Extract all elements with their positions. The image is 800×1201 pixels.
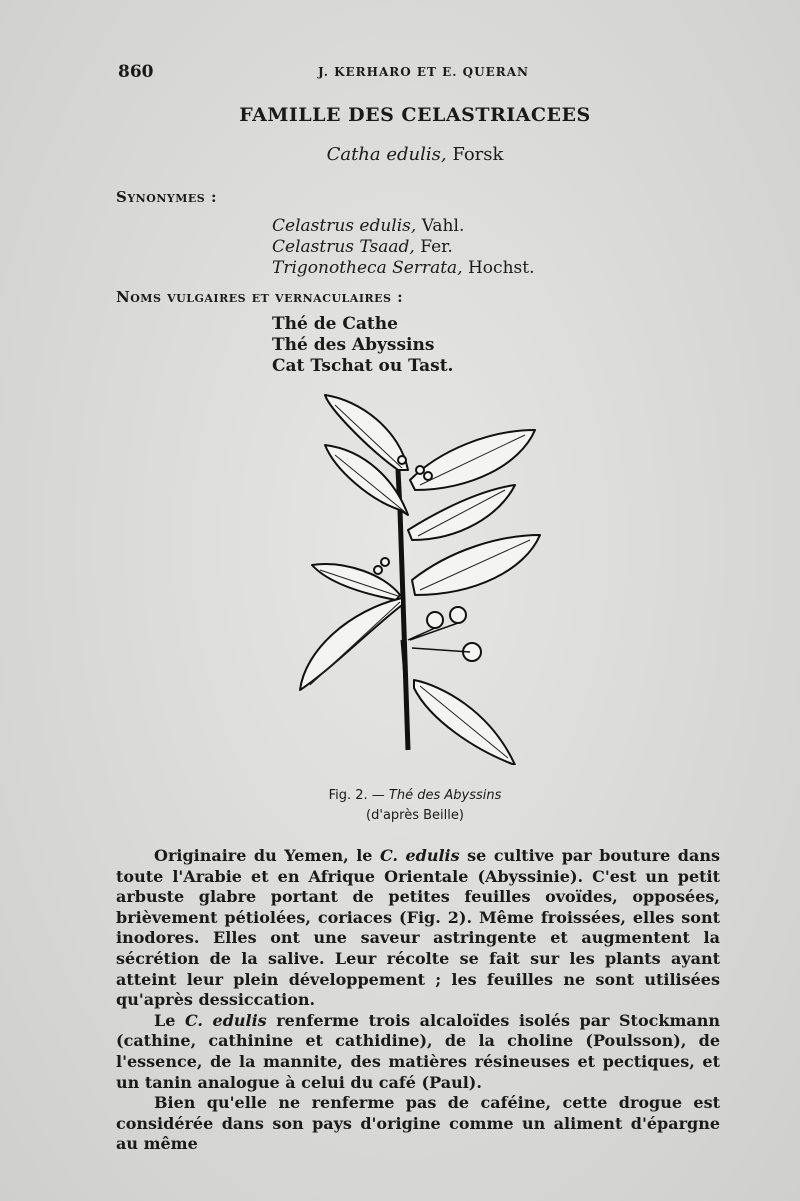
caption-line-1 [0,786,800,806]
plant-illustration [290,390,550,765]
synonym-item: Celastrus Tsaad, Fer. [272,237,453,257]
caption-source: (d'après Beille) [366,808,464,823]
synonyms-label: Synonymes : [116,188,217,206]
page-number: 860 [118,62,154,82]
paragraph-1: Originaire du Yemen, le C. edulis se cultive par bouture dans toute l'Arabie et en Afrique Orientale (Abyssinie). C'est un petit arbuste glabre portant de petites feuilles ovoïdes, opposées, brièvement pétiolées, coriaces (Fig. 2). Même froissées, elles sont inodores. Elles ont une saveur astringente et augmentent la sécrétion de la salive. Leur récolte se fait sur les plants ayant atteint leur plein développement ; les feuilles ne sont utilisées qu'après dessiccation. [116,846,721,1010]
caption-title: Thé des Abyssins [388,788,502,803]
common-name-item: Thé des Abyssins [272,335,435,355]
synonyms-list [272,216,534,279]
common-names-list [272,314,453,377]
common-name-item: Thé de Cathe [272,314,398,334]
running-head: J. KERHARO ET E. QUERAN [318,65,529,79]
synonym-item: Celastrus edulis, Vahl. [272,216,465,236]
paragraph-2: Le C. edulis renferme trois alcaloïdes isolés par Stockmann (cathine, cathinine et cathidine), de la choline (Poulsson), de l'essence, de la mannite, des matières résineuses et pectiques, et un tanin analogue à celui du café (Paul). [116,1010,721,1092]
common-names-label: Noms vulgaires et vernaculaires : [116,288,404,306]
caption-prefix: Fig. 2. — [328,788,385,803]
figure-caption [0,786,800,826]
body-text [116,846,720,1155]
synonym-item: Trigonotheca Serrata, Hochst. [272,258,535,278]
family-title: FAMILLE DES CELASTRIACEES [239,104,591,126]
species-heading [0,144,800,165]
species-author: Forsk [452,144,504,165]
common-name-item: Cat Tschat ou Tast. [272,356,454,376]
page-header [118,62,718,86]
species-name: Catha edulis, [326,144,447,165]
paragraph-3: Bien qu'elle ne renferme pas de caféine, cette drogue est considérée dans son pays d'origine comme un aliment d'épargne au même [116,1093,720,1154]
